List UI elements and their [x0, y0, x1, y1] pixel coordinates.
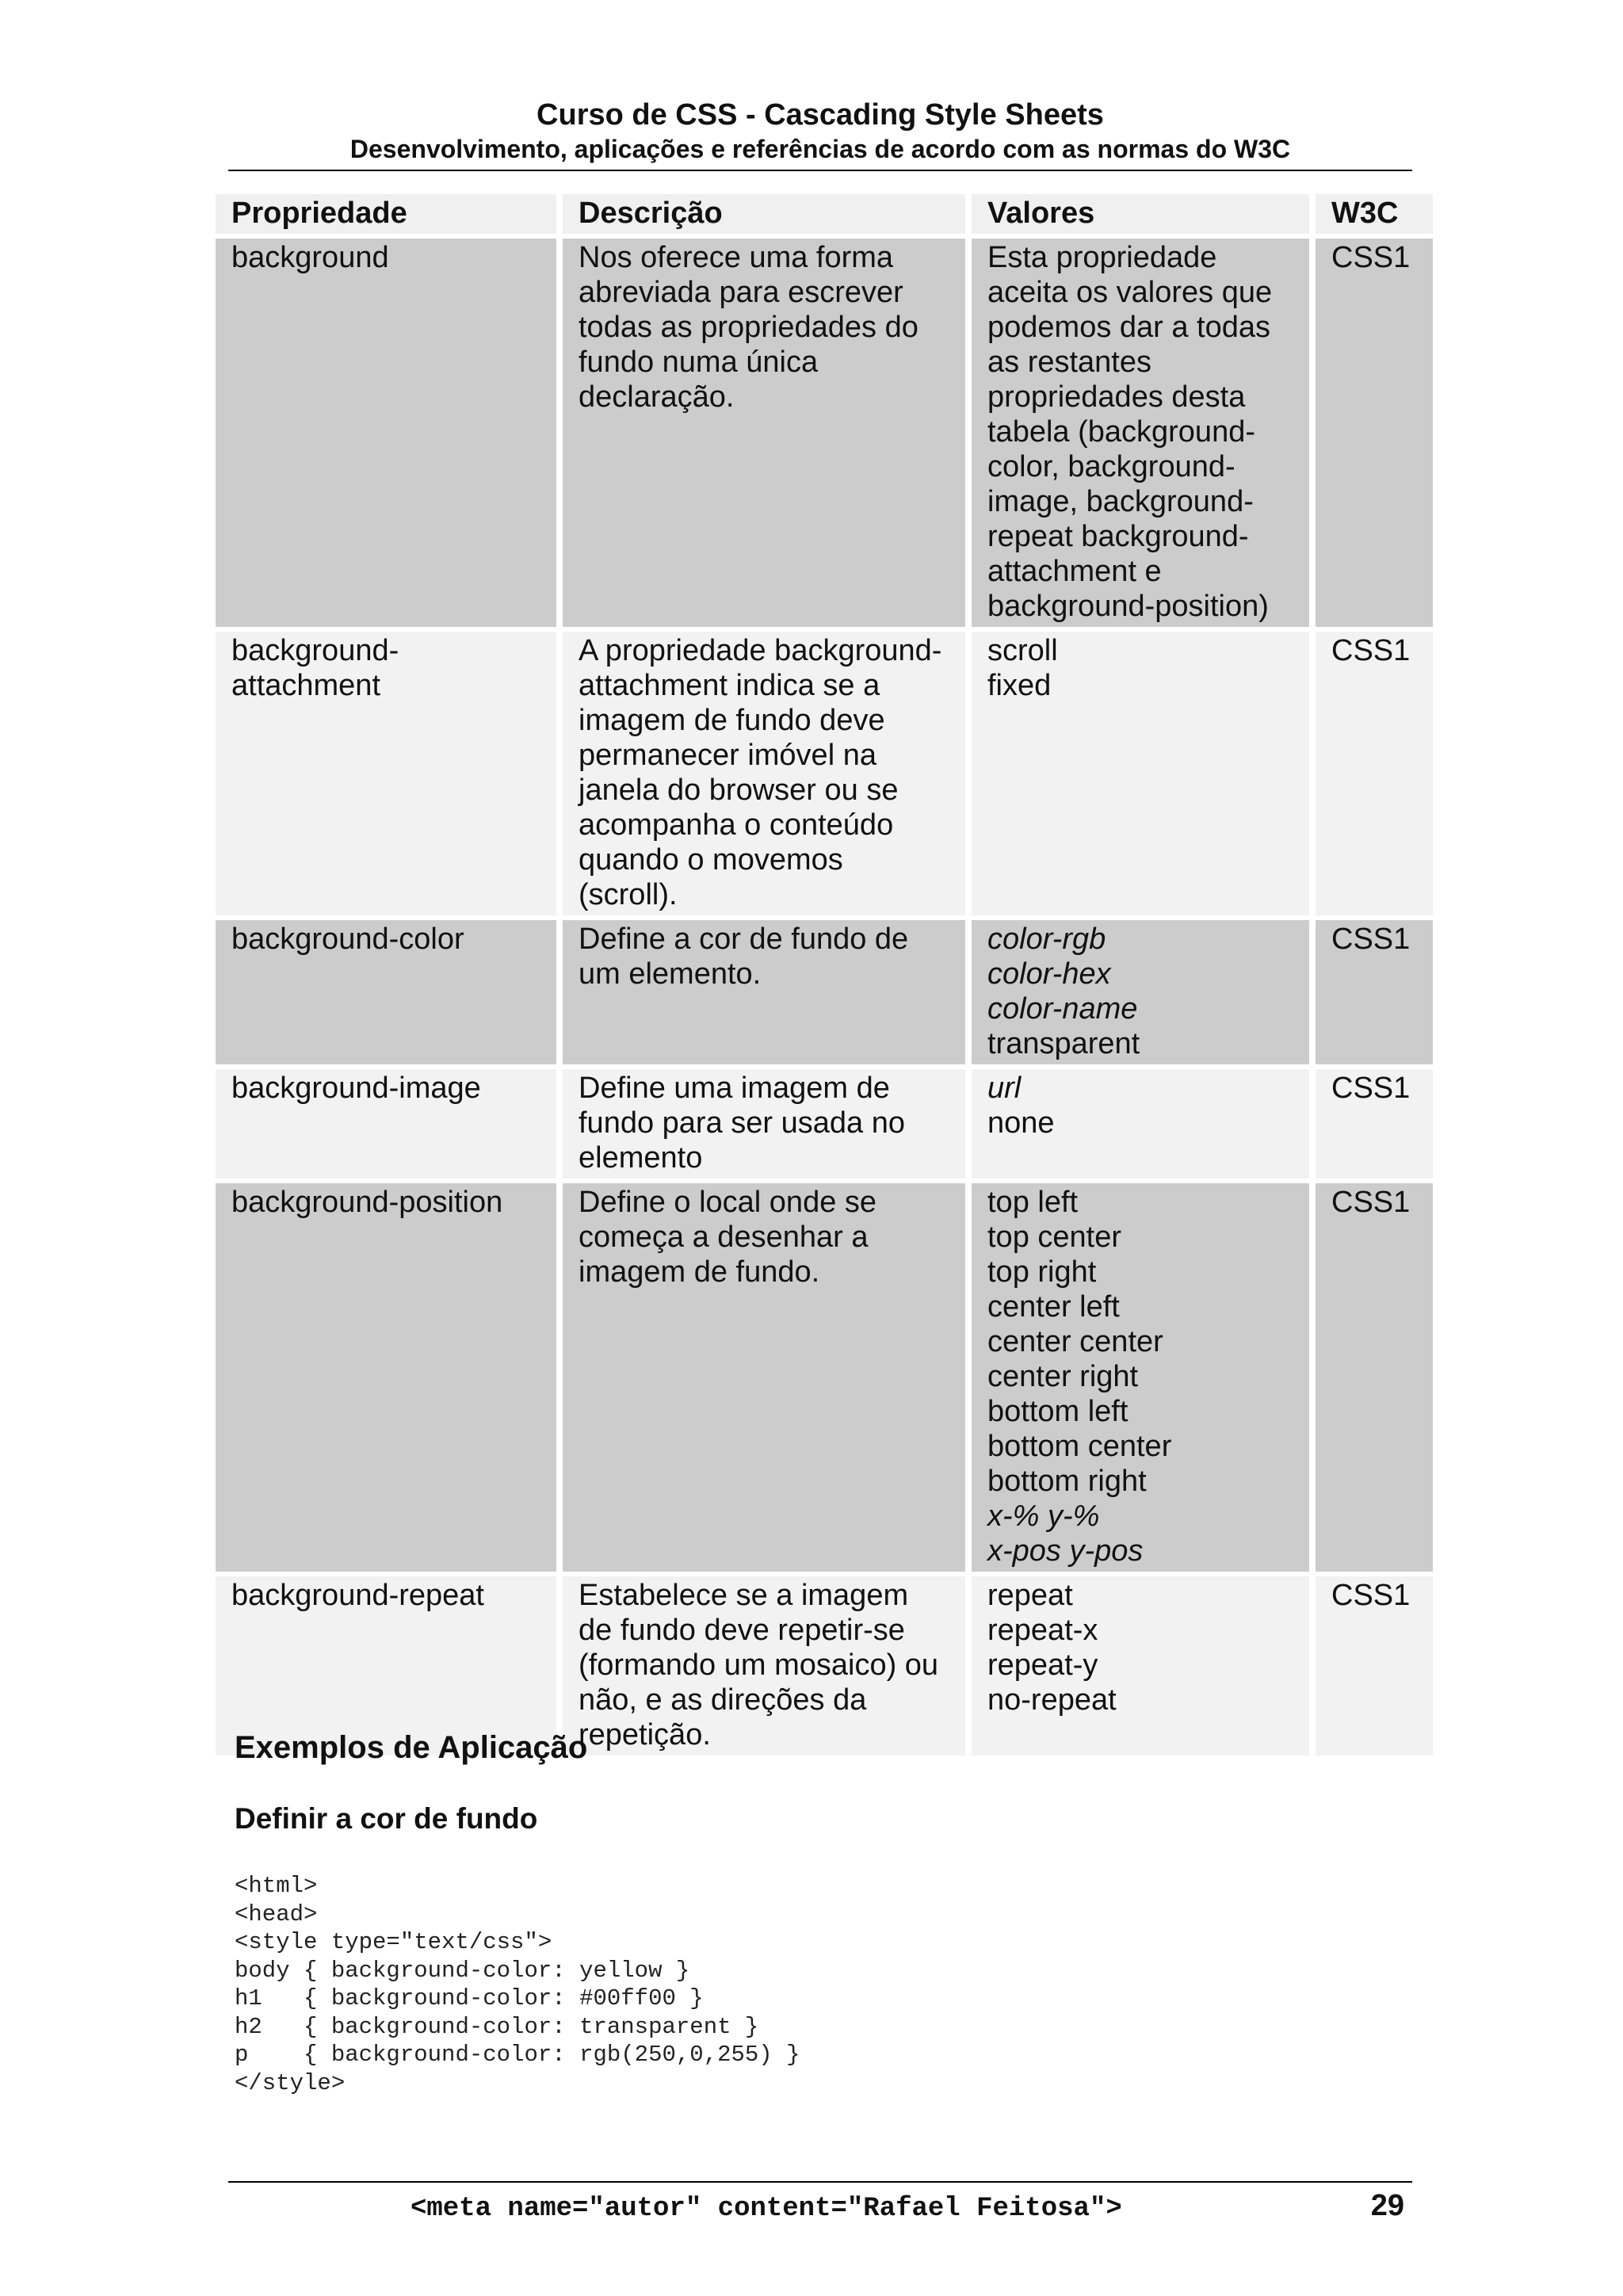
column-header-description: Descrição — [563, 194, 965, 234]
document-title: Curso de CSS - Cascading Style Sheets — [537, 98, 1104, 132]
table-row — [216, 632, 1433, 915]
value-item: color-name — [987, 992, 1138, 1026]
table-row — [216, 1183, 1433, 1572]
value-item: repeat-x — [987, 1614, 1098, 1647]
column-header-property: Propriedade — [216, 194, 556, 234]
code-line: h1 { background-color: #00ff00 } — [235, 1985, 704, 2011]
value-item: top left — [987, 1186, 1079, 1219]
page-footer — [228, 2181, 1412, 2238]
subsection-title: Definir a cor de fundo — [235, 1802, 538, 1835]
value-item: bottom center — [987, 1430, 1172, 1463]
code-line: <head> — [235, 1901, 318, 1927]
code-line: p { background-color: rgb(250,0,255) } — [235, 2042, 800, 2068]
value-item: center left — [987, 1290, 1120, 1324]
code-line: <html> — [235, 1873, 318, 1899]
page-header — [228, 97, 1412, 171]
table-row — [216, 239, 1433, 627]
cell-values — [972, 1576, 1309, 1755]
code-line: <style type="text/css"> — [235, 1929, 552, 1955]
value-item: Esta propriedade aceita os valores que podemos dar a todas as restantes propriedades desta tabela (background-color, background-image, background-repeat background-attachment e background-position) — [987, 241, 1273, 623]
code-line: </style> — [235, 2069, 346, 2096]
value-item: repeat — [987, 1579, 1073, 1612]
code-line: body { background-color: yellow } — [235, 1957, 690, 1984]
cell-w3c: CSS1 — [1316, 632, 1433, 915]
cell-description: Define uma imagem de fundo para ser usada no elemento — [563, 1069, 965, 1179]
cell-w3c: CSS1 — [1316, 1576, 1433, 1755]
cell-w3c: CSS1 — [1316, 1183, 1433, 1572]
value-item: top right — [987, 1255, 1097, 1289]
cell-property: background-attachment — [216, 632, 556, 915]
document-subtitle: Desenvolvimento, aplicações e referências de acordo com as normas do W3C — [349, 135, 1291, 163]
code-line: h2 { background-color: transparent } — [235, 2013, 759, 2040]
cell-property: background — [216, 239, 556, 627]
column-header-w3c: W3C — [1316, 194, 1433, 234]
value-item: x-% y-% — [987, 1499, 1100, 1533]
code-example — [235, 1872, 800, 2097]
cell-description: Nos oferece uma forma abreviada para escrever todas as propriedades do fundo numa única declaração. — [563, 239, 965, 627]
cell-property: background-image — [216, 1069, 556, 1179]
value-item: transparent — [987, 1027, 1140, 1060]
cell-description: Estabelece se a imagem de fundo deve repetir-se (formando um mosaico) ou não, e as direções da repetição. — [563, 1576, 965, 1755]
value-item: color-rgb — [987, 923, 1106, 956]
properties-table — [209, 189, 1439, 1760]
footer-meta: <meta name="autor" content="Rafael Feitosa"> — [411, 2194, 1122, 2224]
value-item: url — [987, 1072, 1022, 1105]
value-item: bottom right — [987, 1465, 1147, 1498]
cell-description: Define a cor de fundo de um elemento. — [563, 920, 965, 1064]
value-item: center center — [987, 1325, 1163, 1358]
cell-values — [972, 239, 1309, 627]
value-item: repeat-y — [987, 1648, 1098, 1682]
table-row — [216, 920, 1433, 1064]
cell-property: background-color — [216, 920, 556, 1064]
value-item: fixed — [987, 669, 1052, 702]
cell-values — [972, 920, 1309, 1064]
cell-values — [972, 1069, 1309, 1179]
cell-values — [972, 632, 1309, 915]
value-item: center right — [987, 1360, 1139, 1393]
cell-values — [972, 1183, 1309, 1572]
value-item: x-pos y-pos — [987, 1534, 1144, 1568]
cell-property: background-repeat — [216, 1576, 556, 1755]
cell-description: A propriedade background-attachment indica se a imagem de fundo deve permanecer imóvel na janela do browser ou se acompanha o conteúdo quando o movemos (scroll). — [563, 632, 965, 915]
value-item: none — [987, 1106, 1055, 1140]
table-row — [216, 1069, 1433, 1179]
cell-w3c: CSS1 — [1316, 1069, 1433, 1179]
value-item: scroll — [987, 634, 1058, 667]
table-header-row — [216, 194, 1433, 234]
cell-w3c: CSS1 — [1316, 920, 1433, 1064]
cell-property: background-position — [216, 1183, 556, 1572]
page-number: 29 — [1370, 2189, 1404, 2222]
value-item: color-hex — [987, 957, 1111, 991]
column-header-values: Valores — [972, 194, 1309, 234]
value-item: top center — [987, 1221, 1121, 1254]
cell-w3c: CSS1 — [1316, 239, 1433, 627]
section-title: Exemplos de Aplicação — [235, 1730, 588, 1765]
value-item: no-repeat — [987, 1683, 1117, 1717]
value-item: bottom left — [987, 1395, 1128, 1428]
cell-description: Define o local onde se começa a desenhar a imagem de fundo. — [563, 1183, 965, 1572]
table-body — [216, 239, 1433, 1755]
